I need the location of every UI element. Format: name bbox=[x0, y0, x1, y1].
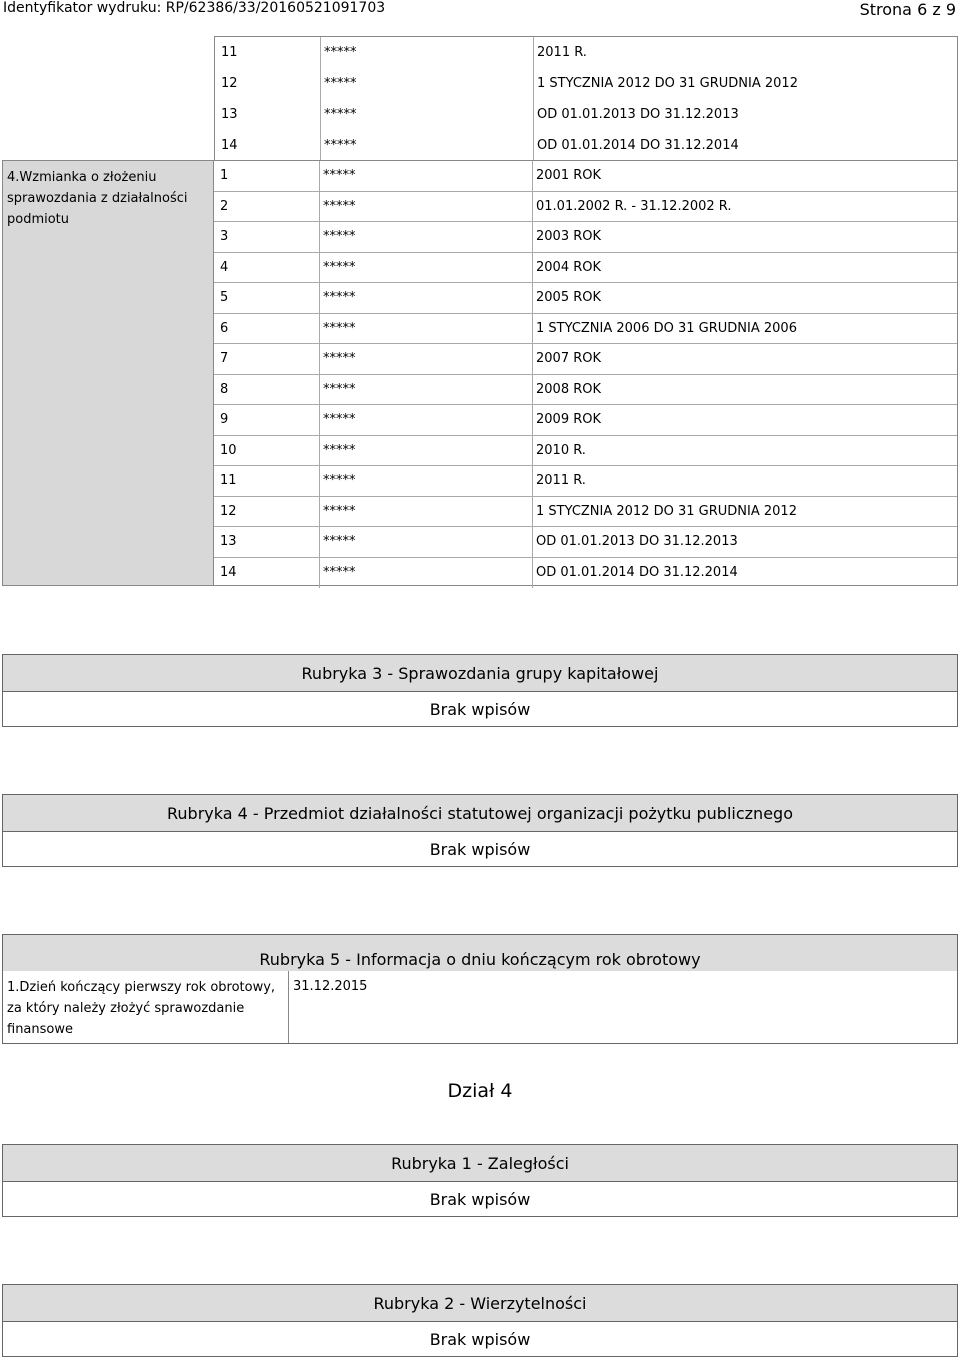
row-value: 2004 ROK bbox=[536, 259, 602, 275]
row-value: 1 STYCZNIA 2012 DO 31 GRUDNIA 2012 bbox=[537, 76, 798, 91]
dzial-4-rubryka-1-body: Brak wpisów bbox=[429, 1189, 531, 1209]
row-number: 2 bbox=[214, 192, 320, 222]
row-number: 6 bbox=[214, 314, 320, 344]
continuation-table bbox=[214, 36, 958, 161]
print-identifier: Identyfikator wydruku: RP/62386/33/20160521091703 bbox=[3, 0, 386, 16]
row-masked: ***** bbox=[320, 253, 533, 283]
row-value: 2011 R. bbox=[537, 45, 587, 60]
row-number: 14 bbox=[214, 558, 320, 589]
table-row bbox=[215, 37, 957, 68]
table-row bbox=[214, 222, 957, 253]
row-number: 7 bbox=[214, 344, 320, 374]
dzial-4-rubryka-1-title: Rubryka 1 - Zaległości bbox=[3, 1145, 957, 1182]
dzial-4-rubryka-2 bbox=[2, 1284, 958, 1357]
row-number: 1 bbox=[214, 161, 320, 191]
table-row bbox=[214, 558, 957, 589]
row-masked: ***** bbox=[320, 344, 533, 374]
row-masked: ***** bbox=[321, 130, 534, 161]
row-number: 9 bbox=[214, 405, 320, 435]
table-row bbox=[215, 130, 957, 161]
rubryka-3 bbox=[2, 654, 958, 727]
row-value: 2009 ROK bbox=[536, 412, 602, 428]
row-number: 8 bbox=[214, 375, 320, 405]
row-value: 2010 R. bbox=[536, 442, 586, 458]
rubryka-3-title: Rubryka 3 - Sprawozdania grupy kapitałowej bbox=[3, 655, 957, 692]
row-value: 1 STYCZNIA 2012 DO 31 GRUDNIA 2012 bbox=[536, 503, 797, 519]
section-4-label: 4.Wzmianka o złożeniu sprawozdania z działalności podmiotu bbox=[3, 161, 214, 585]
rubryka-3-body: Brak wpisów bbox=[429, 699, 531, 719]
row-number: 11 bbox=[215, 37, 321, 68]
rubryka-4-title: Rubryka 4 - Przedmiot działalności statutowej organizacji pożytku publicznego bbox=[3, 795, 957, 832]
row-value: OD 01.01.2014 DO 31.12.2014 bbox=[536, 565, 738, 581]
row-value: 2011 R. bbox=[536, 473, 586, 489]
row-masked: ***** bbox=[320, 192, 533, 222]
table-row bbox=[215, 99, 957, 130]
rubryka-4 bbox=[2, 794, 958, 867]
row-value: 2007 ROK bbox=[536, 351, 602, 367]
print-header bbox=[0, 0, 960, 20]
row-number: 11 bbox=[214, 466, 320, 496]
row-masked: ***** bbox=[321, 37, 534, 68]
row-value: OD 01.01.2014 DO 31.12.2014 bbox=[537, 138, 739, 153]
row-value: 2003 ROK bbox=[536, 229, 602, 245]
row-masked: ***** bbox=[320, 497, 533, 527]
row-value: OD 01.01.2013 DO 31.12.2013 bbox=[537, 107, 739, 122]
rubryka-5-title: Rubryka 5 - Informacja o dniu kończącym rok obrotowy bbox=[3, 935, 957, 971]
row-masked: ***** bbox=[320, 405, 533, 435]
row-masked: ***** bbox=[320, 375, 533, 405]
table-row bbox=[214, 527, 957, 558]
rubryka-4-body: Brak wpisów bbox=[429, 839, 531, 859]
table-row bbox=[214, 497, 957, 528]
row-masked: ***** bbox=[321, 99, 534, 130]
table-row bbox=[214, 375, 957, 406]
table-row bbox=[214, 436, 957, 467]
row-number: 13 bbox=[214, 527, 320, 557]
row-masked: ***** bbox=[321, 68, 534, 99]
row-masked: ***** bbox=[320, 314, 533, 344]
row-masked: ***** bbox=[320, 466, 533, 496]
row-value: 2008 ROK bbox=[536, 381, 602, 397]
rubryka-5-label: 1.Dzień kończący pierwszy rok obrotowy, za który należy złożyć sprawozdanie finansowe bbox=[3, 971, 289, 1043]
row-number: 12 bbox=[215, 68, 321, 99]
table-row bbox=[215, 68, 957, 99]
table-row bbox=[214, 253, 957, 284]
row-masked: ***** bbox=[320, 527, 533, 557]
row-masked: ***** bbox=[320, 283, 533, 313]
dzial-4-rubryka-2-body: Brak wpisów bbox=[429, 1329, 531, 1349]
row-number: 10 bbox=[214, 436, 320, 466]
row-value: 01.01.2002 R. - 31.12.2002 R. bbox=[536, 198, 732, 214]
table-row bbox=[214, 466, 957, 497]
section-4-block bbox=[2, 160, 958, 586]
row-masked: ***** bbox=[320, 436, 533, 466]
table-row bbox=[214, 283, 957, 314]
row-value: 2001 ROK bbox=[536, 168, 602, 184]
table-row bbox=[214, 344, 957, 375]
table-row bbox=[214, 405, 957, 436]
row-number: 12 bbox=[214, 497, 320, 527]
row-masked: ***** bbox=[320, 558, 533, 589]
section-4-table bbox=[214, 161, 957, 588]
row-masked: ***** bbox=[320, 222, 533, 252]
dzial-4-rubryka-1 bbox=[2, 1144, 958, 1217]
page-number: Strona 6 z 9 bbox=[859, 0, 956, 19]
row-number: 5 bbox=[214, 283, 320, 313]
row-value: OD 01.01.2013 DO 31.12.2013 bbox=[536, 534, 738, 550]
row-value: 2005 ROK bbox=[536, 290, 602, 306]
dzial-4-rubryka-2-title: Rubryka 2 - Wierzytelności bbox=[3, 1285, 957, 1322]
rubryka-5-value: 31.12.2015 bbox=[293, 979, 368, 994]
row-number: 14 bbox=[215, 130, 321, 161]
row-number: 4 bbox=[214, 253, 320, 283]
rubryka-5 bbox=[2, 934, 958, 1044]
table-row bbox=[214, 314, 957, 345]
table-row bbox=[214, 161, 957, 192]
row-masked: ***** bbox=[320, 161, 533, 191]
dzial-heading: Dział 4 bbox=[447, 1080, 513, 1102]
row-number: 3 bbox=[214, 222, 320, 252]
table-row bbox=[214, 192, 957, 223]
row-value: 1 STYCZNIA 2006 DO 31 GRUDNIA 2006 bbox=[536, 320, 797, 336]
row-number: 13 bbox=[215, 99, 321, 130]
